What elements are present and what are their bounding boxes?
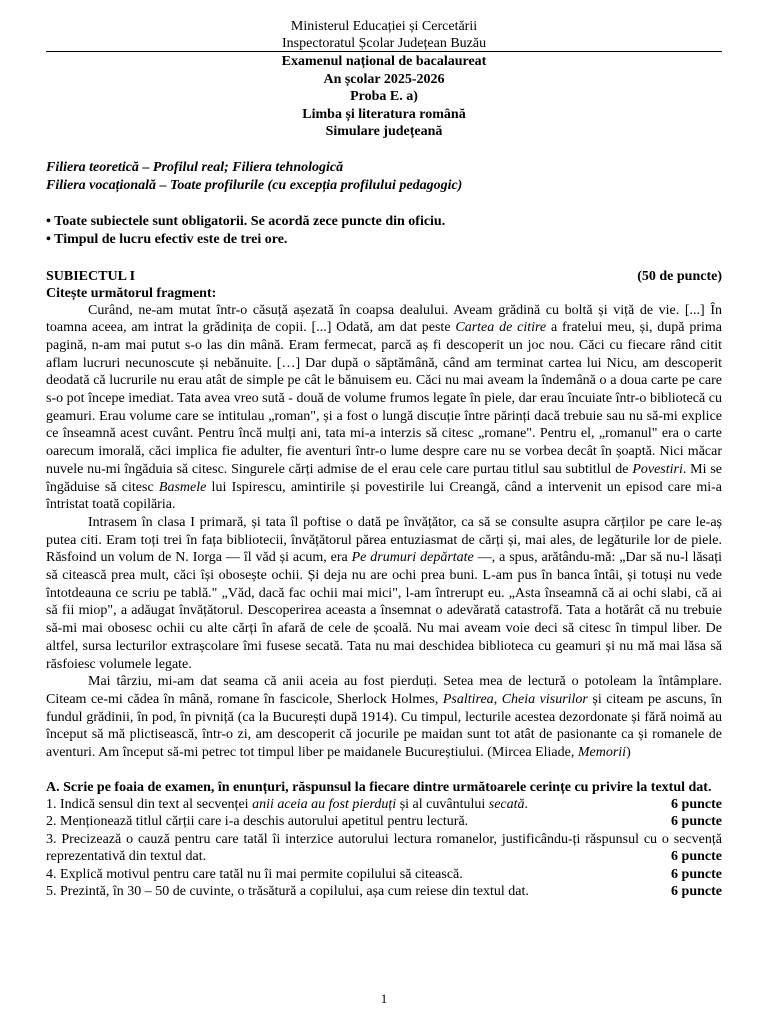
filiera-block [46,159,722,195]
subject1-instruction: Citește următorul fragment: [46,285,217,301]
exam-subject: Limba și literatura română [302,106,466,122]
section-a-title: A. Scrie pe foaia de examen, în enunțuri, răspunsul la fiecare dintre următoarele cerințe cu privire la textul dat. [46,779,712,795]
question-2-points: 6 puncte [671,814,722,830]
section-a [46,779,722,901]
question-1: 1. Indică sensul din text al secvenței anii aceia au fost pierduți și al cuvântului secată. 6 puncte [46,796,722,812]
question-4: 4. Explică motivul pentru care tatăl nu îi mai permite copilului să citească. 6 puncte [46,866,722,882]
rule-mandatory: • Toate subiectele sunt obligatorii. Se acordă zece puncte din oficiu. [46,213,446,229]
exam-title: Examenul național de bacalaureat [281,54,487,69]
question-5-points: 6 puncte [671,884,722,900]
exam-page [46,18,722,901]
subject1-title: SUBIECTUL I [46,268,136,284]
subject1-header [46,268,722,285]
exam-proba: Proba E. a) [350,89,418,104]
rules-block [46,213,722,249]
filiera-line-2: Filiera vocațională – Toate profilurile (cu excepția profilului pedagogic) [46,177,463,193]
page-number: 1 [380,991,388,1006]
exam-simulation: Simulare județeană [325,124,443,139]
question-3-points: 6 puncte [671,849,722,865]
question-3: 3. Precizează o cauză pentru care tatăl îi interzice autorului lectura romanelor, justificându-ți răspunsul cu o secvență reprezentativă din textul dat. 6 puncte [46,831,722,865]
question-1-points: 6 puncte [671,796,722,812]
question-5: 5. Prezintă, în 30 – 50 de cuvinte, o trăsătură a copilului, așa cum reiese din textul dat. 6 puncte [46,884,722,900]
exam-title-block [46,53,722,141]
header-rule [46,51,722,52]
question-2: 2. Menționează titlul cărții care i-a deschis autorului apetitul pentru lectură. 6 puncte [46,814,722,830]
text-fragment [46,302,722,762]
inspectorate-line: Inspectoratul Școlar Județean Buzău [282,36,487,51]
fragment-paragraph-3: Mai târziu, mi-am dat seama că anii aceia au fost pierduți. Setea mea de lectură o potoleam la întâmplare. Citeam ce-mi cădea în mână, romane în fascicole, Sherlock Holmes, Psaltirea, Cheia visurilor și citeam pe ascuns, în fundul grădinii, în pod, în pivniță (ca la București după 1914). Cu timpul, lecturile acestea dezordonate și fără noimă au început să mă plictisească, într-o zi, am descoperit că jocurile pe maidan sunt tot atât de pasionante ca și romanele de aventuri. Am început să-mi petrec tot timpul liber pe maidanele Bucureștiului. (Mircea Eliade, Memorii) [46,674,723,761]
filiera-line-1: Filiera teoretică – Profilul real; Filiera tehnologică [46,159,344,175]
exam-year: An școlar 2025-2026 [323,71,445,87]
ministry-line: Ministerul Educației și Cercetării [290,19,478,34]
question-4-points: 6 puncte [671,866,722,882]
fragment-paragraph-2: Intrasem în clasa I primară, și tata îl poftise o dată pe învățător, ca să se consulte asupra cărților pe care le-aș putea citi. Eram toți trei în fața bibliotecii, învățătorul părea entuziasmat de cărți și, mai ales, de legăturile lor de piele. Răsfoind un volum de N. Iorga — îl văd și acum, era Pe drumuri depărtate —, a spus, arătându-mă: „Dar să nu-l lăsați să citească prea mult, căci își obosește ochii. Și deja nu are ochi prea buni. L-am pus în banca întâi, și totuși nu vede întotdeauna ce scriu pe tablă." „Văd, dacă fac ochii mai mici", l-am întrerupt eu. „Asta înseamnă că ai ochi slabi, că ai să fii miop", a adăugat învățătorul. Descoperirea aceasta a însemnat o adevărată catastrofă. Tata a hotărât că nu trebuie să-mi mai obosesc ochii cu alte cărți în afară de cele de școală. Nu mai aveam voie deci să citesc în timpul liber. De altfel, sursa lecturilor extrașcolare îmi fusese secată. Tata nu mai deschidea biblioteca cu geamuri și nu mă mai lăsa să răsfoiesc volumele legate. [46,514,722,672]
document-header [46,18,722,52]
rule-time: • Timpul de lucru efectiv este de trei ore. [46,231,288,247]
fragment-paragraph-1: Curând, ne-am mutat într-o căsuță așezată în coapsa dealului. Aveam grădină cu boltă și viță de vie. [...] În toamna aceea, am intrat la grădinița de copii. [...] Odată, am dat peste Cartea de citire a fratelui meu, și, după prima pagină, n-am mai putut s-o las din mână. Eram fermecat, parcă aș fi descoperit un joc nou. Căci cu fiecare rând citit aflam lucruri necunoscute și nebănuite. […] Dar după o săptămână, când am terminat cartea lui Nicu, am descoperit deodată că lucrurile nu erau atât de simple pe cât le bănuisem eu. Căci nu mai aveam la îndemână o a doua carte pe care s-o pot începe imediat. Tata avea vreo sută - două de volume frumos legate în piele, dar erau încuiate într-o bibliotecă cu geamuri. Erau volume care se intitulau „roman", și a fost o lungă discuție între părinți dacă trebuie sau nu să-mi explice ce înseamnă acest cuvânt. Pentru încă mulți ani, tata mi-a interzis să citesc „romane". Pentru el, „romanul" era o carte oarecum imorală, căci implica fie adulter, fie aventuri într-o lume despre care nu se vorbea decât în șoaptă. Nici măcar nuvele nu-mi îngăduia să citesc. Singurele cărți admise de el erau cele care purtau titlul sau subtitlul de Povestiri. Mi se îngăduise să citesc Basmele lui Ispirescu, amintirile și povestirile lui Creangă, când a intervenit un episod care mi-a întristat toată copilăria. [46,302,723,513]
subject1-points: (50 de puncte) [637,268,722,284]
